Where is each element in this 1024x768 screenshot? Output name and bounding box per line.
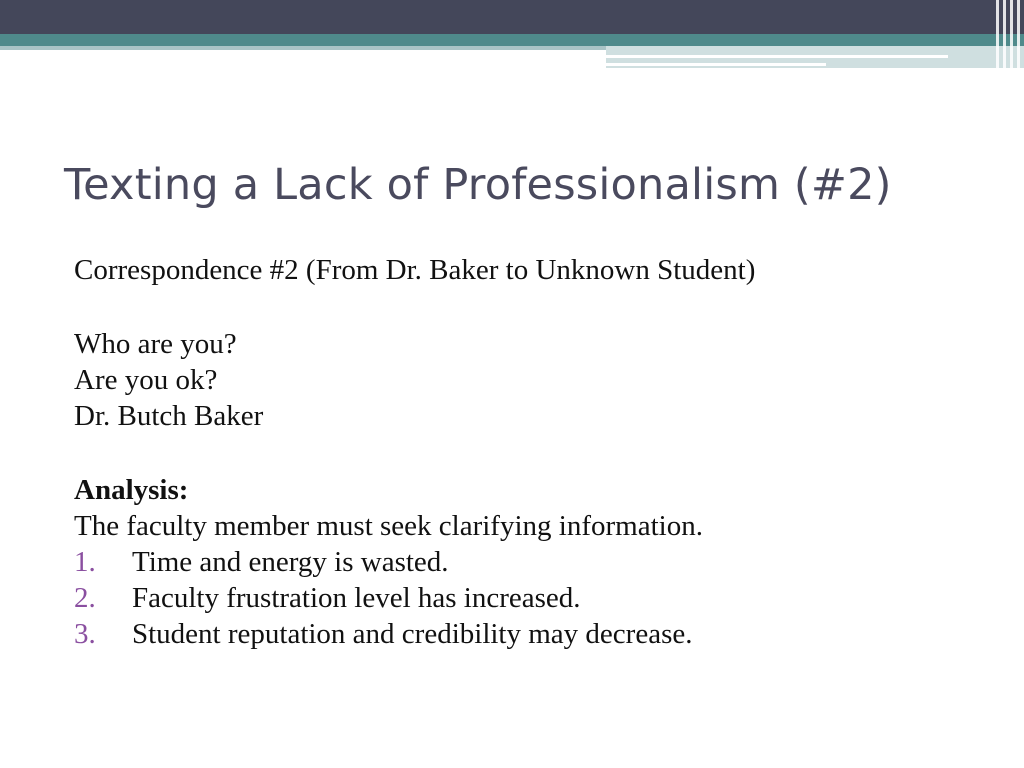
list-text: Student reputation and credibility may decrease. xyxy=(132,618,693,650)
message-signature: Dr. Butch Baker xyxy=(74,400,264,432)
header-accent-line xyxy=(606,63,826,66)
spacer xyxy=(74,434,954,472)
header-band-dark xyxy=(0,0,1024,34)
list-number: 3. xyxy=(74,618,96,650)
analysis-text: The faculty member must seek clarifying information. xyxy=(74,510,703,542)
header-band-teal xyxy=(0,34,1024,46)
list-number: 2. xyxy=(74,582,96,614)
header-stripe xyxy=(1003,0,1006,68)
list-item xyxy=(74,616,954,652)
message-line: Are you ok? xyxy=(74,364,218,396)
message-line: Who are you? xyxy=(74,328,237,360)
slide-body xyxy=(74,252,954,652)
list-item xyxy=(74,544,954,580)
analysis-points xyxy=(74,544,954,652)
list-text: Faculty frustration level has increased. xyxy=(132,582,581,614)
list-item xyxy=(74,580,954,616)
header-stripe xyxy=(1017,0,1020,68)
list-number: 1. xyxy=(74,546,96,578)
slide-title: Texting a Lack of Professionalism (#2) xyxy=(64,160,892,210)
header-stripes xyxy=(994,0,1024,68)
header-stripe xyxy=(996,0,999,68)
header-stripe xyxy=(1010,0,1013,68)
correspondence-heading: Correspondence #2 (From Dr. Baker to Unknown Student) xyxy=(74,254,756,286)
analysis-label: Analysis: xyxy=(74,474,189,506)
list-text: Time and energy is wasted. xyxy=(132,546,449,578)
spacer xyxy=(74,288,954,326)
header-accent-line xyxy=(606,55,948,58)
header-band-light xyxy=(0,46,606,50)
